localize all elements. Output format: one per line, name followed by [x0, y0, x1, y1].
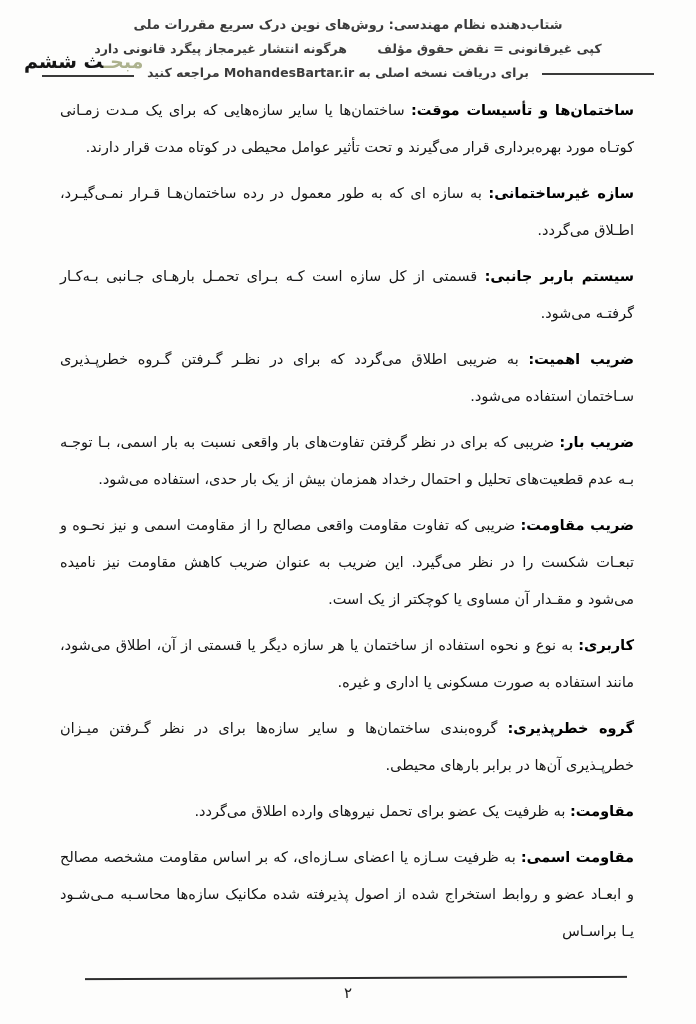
definition-paragraph: [60, 176, 634, 250]
definition-paragraph: [60, 628, 634, 702]
definition-term: سیستم باربر جانبی:: [484, 269, 634, 285]
header-divider-right: [542, 73, 654, 75]
definition-term: ضریب اهمیت:: [528, 352, 635, 368]
definition-term: کاربری:: [578, 638, 635, 654]
definition-paragraph: [60, 508, 634, 619]
header-title: شتاب‌دهنده نظام مهندسی: روش‌های نوین درک سریع مقررات ملی: [133, 18, 563, 33]
definition-text: ضریبی که برای در نظر گرفتن تفاوت‌های بار واقعی نسبت به بار اسمی، بـا توجـه بـه عدم قطعیت‌های تحلیل و احتمال رخداد همزمان بیش از یک بار حدی، استفاده می‌شود.: [60, 435, 634, 488]
definition-text: ساختمان‌ها یا سایر سازه‌هایی که برای یک مـدت زمـانی کوتـاه مورد بهره‌برداری قرار می‌گیرند و تحت تأثیر عوامل محیطی در کوتاه مدت قرار دارند.: [60, 103, 634, 156]
definition-term: ضریب بار:: [559, 435, 634, 451]
definition-paragraph: [60, 840, 634, 951]
chapter-title-faded-part: مبحـ: [103, 51, 144, 73]
definition-term: ساختمان‌ها و تأسیسات موقت:: [410, 103, 635, 119]
definition-text: قسمتی از کل سازه است کـه بـرای تحمـل بارهـای جـانبی بـه‌کـار گرفتـه می‌شود.: [60, 269, 634, 322]
definition-term: مقاومت:: [570, 804, 634, 820]
definition-term: سازه غیرساختمانی:: [488, 186, 634, 202]
chapter-title-dark-part: ث ششم: [24, 51, 104, 73]
definition-paragraph: [60, 93, 634, 167]
definitions-section: [0, 80, 696, 951]
definition-paragraph: [60, 794, 634, 831]
page-number: ۲: [343, 984, 353, 1002]
definition-term: ضریب مقاومت:: [520, 518, 635, 534]
definition-term: مقاومت اسمی:: [520, 850, 634, 866]
definition-text: به ظرفیت یک عضو برای تحمل نیروهای وارده اطلاق می‌گردد.: [194, 804, 566, 820]
header-divider-left: [42, 75, 134, 77]
definition-text: به ضریبی اطلاق می‌گردد که برای در نظـر گـرفتن گـروه خطرپـذیری سـاختمان استفاده می‌شود.: [60, 352, 634, 405]
footer-divider: [85, 976, 627, 980]
copyright-warning-text: هرگونه انتشار غیرمجاز پیگرد قانونی دارد: [94, 41, 347, 56]
definition-text: ضریبی که تفاوت مقاومت واقعی مصالح را از مقاومت اسمی و نیز نحـوه و تبعـات شکست را در نظر می‌گیرد. این ضریب به عنوان ضریب کاهش مقاومت نیز نامیده می‌شود و مقـدار آن مساوی یا کوچکتر از یک است.: [60, 518, 634, 608]
definition-paragraph: [60, 259, 634, 333]
definition-paragraph: [60, 425, 634, 499]
definition-paragraph: [60, 711, 634, 785]
definition-text: گروه‌بندی ساختمان‌ها و سایر سازه‌ها برای در نظر گـرفتن میـزان خطرپـذیری آن‌ها در برابر بارهای محیطی.: [60, 721, 634, 774]
chapter-title: [24, 51, 143, 73]
source-site-note: برای دریافت نسخه اصلی به MohandesBartar.ir مراجعه کنید: [147, 65, 529, 80]
definition-text: به ظرفیت سـازه یا اعضای سـازه‌ای، که بر اساس مقاومت مشخصه مصالح و ابعـاد عضو و روابط استخراج شده از اصول پذیرفته شده مکانیک سازه‌ها محاسـبه مـی‌شـود یـا براسـاس: [60, 850, 634, 940]
definition-paragraph: [60, 342, 634, 416]
definition-term: گروه خطرپذیری:: [507, 721, 635, 737]
copyright-equation-text: کپی غیرقانونی = نقض حقوق مؤلف: [377, 41, 602, 56]
definition-text: به نوع و نحوه استفاده از ساختمان یا هر سازه دیگر یا قسمتی از آن، اطلاق می‌شود، مانند استفاده به صورت مسکونی یا اداری و غیره.: [60, 638, 634, 691]
definition-text: به سازه ای که به طور معمول در رده ساختمان‌هـا قـرار نمـی‌گیـرد، اطـلاق می‌گردد.: [60, 186, 634, 239]
